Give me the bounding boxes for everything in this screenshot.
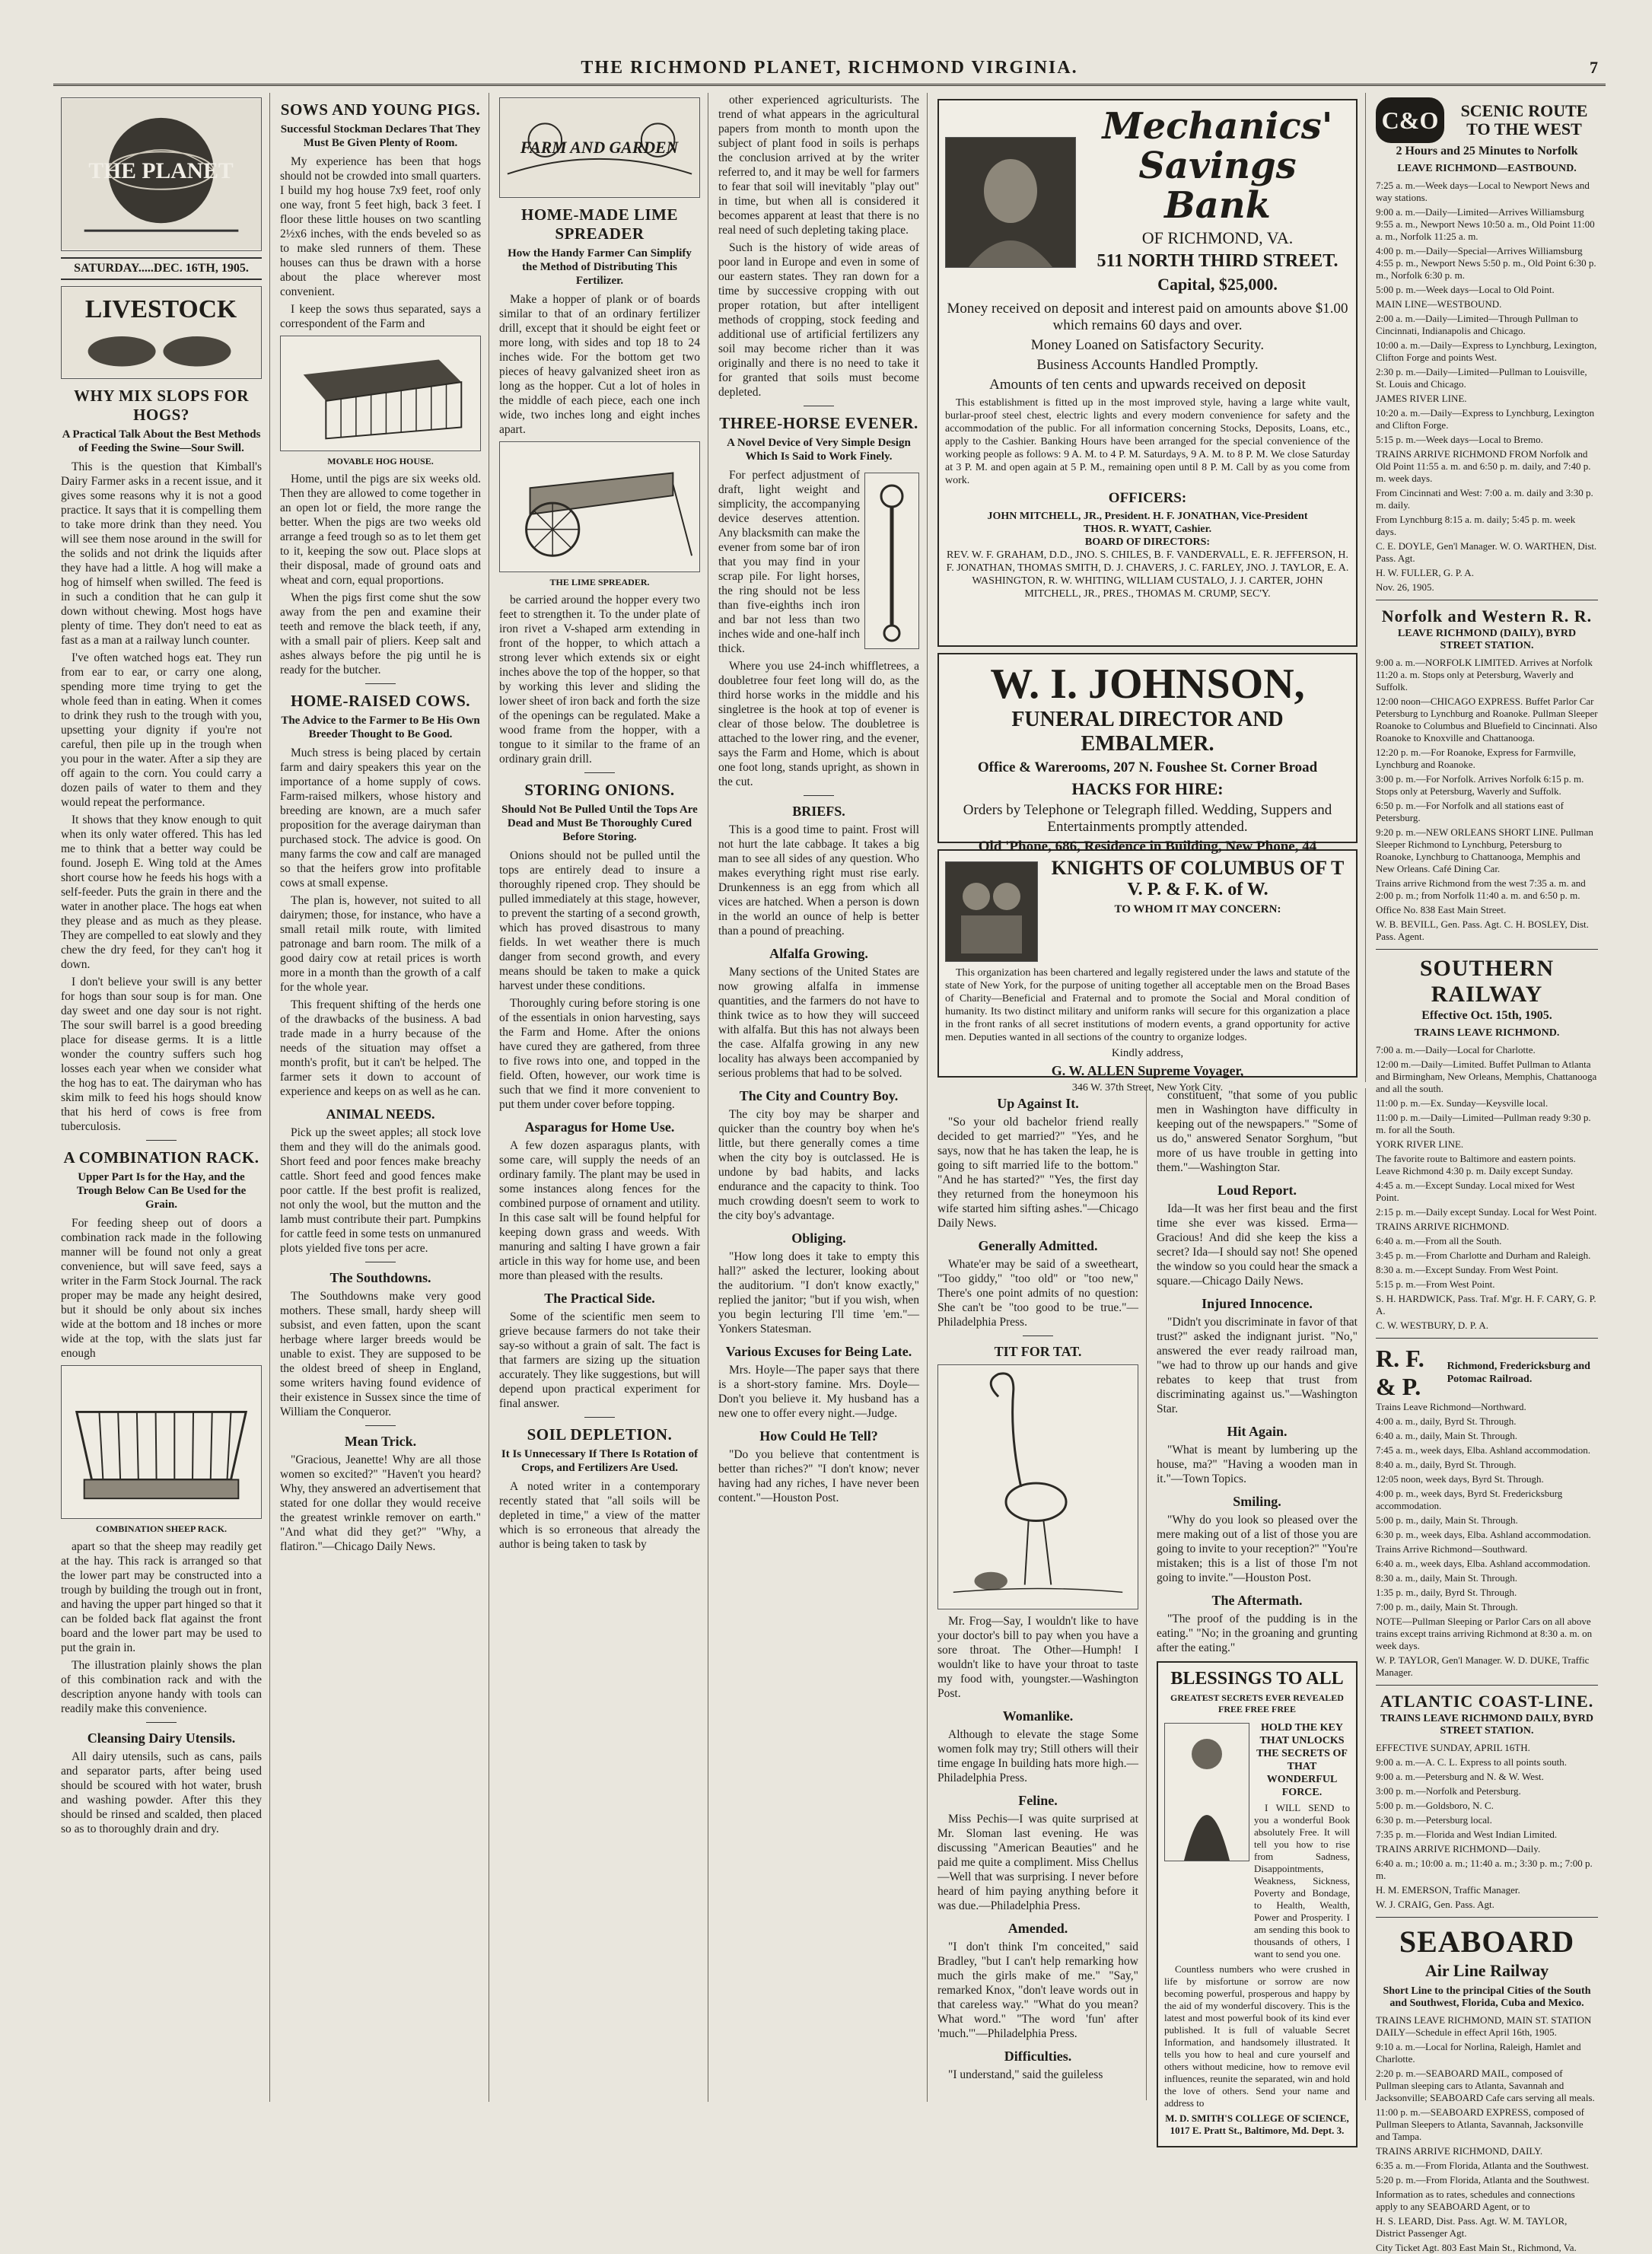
article-title: SOWS AND YOUNG PIGS. (280, 100, 481, 119)
timetable-entry: 11:00 p. m.—SEABOARD EXPRESS, composed of Pullman Sleepers to Atlanta, Savannah, Jacksonville and Tampa. (1376, 2106, 1584, 2142)
article-title: Hit Again. (1227, 1424, 1288, 1439)
article-paragraph: Although to elevate the stage Some women folk may try; Still others will their time engage In building hats more high.—Philadelphia Press. (937, 1728, 1138, 1784)
seaboard-timetable (1376, 2014, 1598, 2254)
article-paragraph: "I don't think I'm conceited," said Bradley, "but I can't help remarking how much the girls make of me." "Say," remarked Knox, "don't leave words out in that careless way." "What do you mean? What word." "The word 'fun' after 'much.'"—Philadelphia Press. (937, 1940, 1138, 2040)
timetable-entry: 2:00 a. m.—Daily—Limited—Through Pullman to Cincinnati, Indianapolis and Chicago. (1376, 313, 1578, 336)
knights-emblem-icon (946, 862, 1037, 961)
timetable-entry: W. P. TAYLOR, Gen'l Manager. W. D. DUKE, Traffic Manager. (1376, 1654, 1590, 1678)
article-paragraph: "Do you believe that contentment is better than riches?" "I don't know; never having had any riches, I have never been content."—Houston Post. (718, 1448, 919, 1504)
illustration-caption: MOVABLE HOG HOUSE. (327, 456, 434, 466)
evener-section (718, 468, 919, 659)
divider (365, 683, 396, 684)
timetable-entry: 7:35 p. m.—Florida and West Indian Limited. (1376, 1829, 1558, 1840)
timetable-entry: 6:30 p. m., week days, Elba. Ashland accommodation. (1376, 1529, 1591, 1540)
planet-logo (61, 97, 262, 251)
secrets-address: M. D. SMITH'S COLLEGE OF SCIENCE, 1017 E. Pratt St., Baltimore, Md. Dept. 3. (1165, 2112, 1349, 2136)
timetable-entry: 5:00 p. m.—Week days—Local to Old Point. (1376, 284, 1555, 295)
officers-line: THOS. R. WYATT, Cashier. (1083, 524, 1212, 535)
masthead (53, 53, 1606, 86)
timetable-entry: 11:00 p. m.—Daily—Limited—Pullman ready 9:30 p. m. for all the South. (1376, 1112, 1591, 1135)
acl-timetable (1376, 1742, 1598, 1911)
timetable-entry: 7:45 a. m., week days, Elba. Ashland accommodation. (1376, 1444, 1590, 1456)
johnson-address: Office & Warerooms, 207 N. Foushee St. Corner Broad (977, 759, 1318, 775)
co-sub: 2 Hours and 25 Minutes to Norfolk (1396, 145, 1578, 158)
bank-fine-print: This establishment is fitted up in the most improved style, having a large white vault, burlar-proof steel chest, electric lights and every modern convenience for safety and the accommodation of the public. For all information concerning Stocks, Deposits, Loans, etc., apply to the Cashier. Banking Hours have been arranged for the special convenience of the working people as follows: 9 A. M. to 4 P. M. Saturdays, 9 A. M. to 8 P. M. We close Saturday at 3 P. M. and open again at 5 P. M., remaining open until 8 P. M. Call by as you come from work. (945, 397, 1350, 486)
article-title: Asparagus for Home Use. (524, 1119, 675, 1135)
article-paragraph: Make a hopper of plank or of boards similar to that of an ordinary fertilizer drill, except that it should be eight feet or more long, with sides and top 18 to 24 inches wide. For the bottom get two pieces of heavy galvanized sheet iron as long as the hopper. Cut a lot of holes in the middle of each piece, each one inch wide, two inches long and eight inches apart. (499, 293, 700, 436)
knights-to: TO WHOM IT MAY CONCERN: (1114, 903, 1281, 915)
article-paragraph: This frequent shifting of the herds one of the drawbacks of the business. A bad trade made in a hurry because of the needs of the situation may offset a month's profit, but it can't be helped. The farmer sets it down to account of experience and keeps on as well as he can. (280, 998, 481, 1098)
sr-title: SOUTHERN RAILWAY (1419, 956, 1555, 1007)
article-paragraph: be carried around the hopper every two feet to strengthen it. To the under plate of iron rivet a V-shaped arm extending in front of the hopper, to which attach a strong lever which extends six or eight inches above the top of the hopper, so that by working this lever and sliding the lower sheet of iron back and forth the size of the openings can be regulated. Make a wood frame from the hopper, with a tongue to it similar to the frame of an ordinary grain drill. (499, 594, 700, 766)
johnson-hacks: HACKS FOR HIRE: (1071, 779, 1224, 798)
farm-garden-icon (500, 98, 699, 197)
sheep-rack-icon (62, 1366, 261, 1518)
timetable-entry: 9:10 a. m.—Local for Norlina, Raleigh, Hamlet and Charlotte. (1376, 2041, 1581, 2065)
johnson-phone: Old 'Phone, 686, Residence in Building, New Phone, 44 (978, 839, 1317, 855)
svg-text:FARM AND GARDEN: FARM AND GARDEN (520, 138, 679, 157)
divider (146, 1140, 177, 1141)
article-paragraph: apart so that the sheep may readily get at the hay. This rack is arranged so that the lower part may be constructed into a trough by building the trough out in front, and having the upper part hinged so that it can be folded back flat against the front board and the lower part may be used to put the grain in. (61, 1540, 262, 1654)
article-paragraph: The Southdowns make very good mothers. These small, hardy sheep will subsist, and even fatten, upon the scant herbage where larger breeds would be unable to exist. They are supposed to be the oldest breed of sheep in England, some writers having found evidence of their existence in Sussex since the time of William the Conqueror. (280, 1290, 481, 1418)
article-deck: Should Not Be Pulled Until the Tops Are Dead and Must Be Thoroughly Cured Before Storing. (501, 804, 698, 843)
page-number: 7 (1590, 58, 1598, 77)
article-paragraph: "I understand," said the guileless (948, 2068, 1103, 2081)
cartoon-caption: Mr. Frog—Say, I wouldn't like to have your doctor's bill to pay when you have a sore throat. The Other—Humph! I wouldn't like to have your throat to taste my food with, youngster.—Washington Post. (937, 1615, 1138, 1700)
timetable-entry: NOTE—Pullman Sleeping or Parlor Cars on all above trains except trains arriving Richmond at 8:30 a. m. on week days. (1376, 1616, 1593, 1651)
officers-title: OFFICERS: (1108, 490, 1187, 506)
article-paragraph: Miss Pechis—I was quite surprised at Mr. Sloman last evening. He was discussing "American Beauties" and he paid me quite a compliment. Miss Chellus—Well that was surprising. I never before heard of him paying anything before it was due.—Philadelphia Press. (937, 1813, 1138, 1912)
article-title: Difficulties. (1004, 2049, 1072, 2064)
timetable-entry: The favorite route to Baltimore and eastern points. Leave Richmond 4:30 p. m. Daily except Sunday. (1376, 1153, 1576, 1176)
article-paragraph: Many sections of the United States are now growing alfalfa in immense quantities, and the farmers do not have to think twice as to how they will succeed with alfalfa. But this has not always been the case. Alfalfa growing in any new locality has always been accompanied by serious problems that had to be solved. (718, 966, 919, 1080)
acl-sub: TRAINS LEAVE RICHMOND DAILY, BYRD STREET STATION. (1380, 1713, 1593, 1737)
article-paragraph: All dairy utensils, such as cans, pails and separator parts, after being used should be scoured with hot water, brush and washing powder. After this they should be rinsed and scalded, then placed so as to thoroughly drain and dry. (61, 1750, 262, 1835)
timetable-entry: TRAINS ARRIVE RICHMOND FROM Norfolk and Old Point 11:55 a. m. and 6:50 p. m. daily, and 7:40 p. m. week days. (1376, 448, 1591, 484)
timetable-entry: 12:00 noon—CHICAGO EXPRESS. Buffet Parlor Car Petersburg to Lynchburg and Roanoke. Pullman Sleeper Roanoke to Columbus and Bluefield to Cincinnati. Also Roanoke to Knoxville and Chattanooga. (1376, 696, 1598, 743)
lime-spreader-icon (500, 442, 699, 571)
bank-line: Business Accounts Handled Promptly. (1036, 357, 1259, 373)
timetable-entry: 8:40 a. m., daily, Byrd St. Through. (1376, 1459, 1517, 1470)
article-paragraph: Whate'er may be said of a sweetheart, "Too giddy," "too old" or "too new," There's one point admits of no question: She can't be "too good to be true."—Philadelphia Press. (937, 1258, 1138, 1329)
article-paragraph: My experience has been that hogs should not be crowded into small quarters. I build my hog house 7x9 feet, roof only one way, front 5 feet high, back 3 feet. I floor these little houses on two scantling 2½x6 inches, with the ends beveled so as to make sled runners of them. These houses can thus be drawn with a horse about the place wherever most convenient. (280, 155, 481, 298)
timetable-entry: 7:25 a. m.—Week days—Local to Newport News and way stations. (1376, 180, 1590, 203)
article-paragraph: A few dozen asparagus plants, with some care, will supply the needs of an ordinary family. The plant may be used in some instances along fences for the combined purpose of ornament and utility. In this case salt will be found helpful for keeping down grass and weeds. With manuring and salting I have grown a fair article in this way for home use, and been more than pleased with the results. (499, 1139, 700, 1282)
article-paragraph: "What is meant by lumbering up the house, ma?" "Having a wooden man in it."—Town Topics. (1157, 1444, 1358, 1485)
co-logo-icon: C&O (1376, 97, 1444, 143)
newspaper-page (53, 53, 1606, 2253)
timetable-entry: TRAINS LEAVE RICHMOND, MAIN ST. STATION DAILY—Schedule in effect April 16th, 1905. (1376, 2014, 1592, 2038)
secrets-paragraph: Countless numbers who were crushed in life by misfortune or sorrow are now becoming powerful, prosperous and happy by the aid of my wonderful discovery. This is the latest and most powerful book of its kind ever published. It is full of valuable Secret Information, and handsomely illustrated. It tells you how to heal and cure yourself and others without medicine, how to remove evil influences, reunite the separated, win and hold the love of others. Send your name and address to (1164, 1963, 1350, 2109)
article-title: A COMBINATION RACK. (63, 1148, 259, 1167)
date-line: SATURDAY.....DEC. 16TH, 1905. (61, 257, 262, 280)
secrets-sub: GREATEST SECRETS EVER REVEALED FREE FREE FREE (1170, 1692, 1344, 1714)
secrets-advertisement (1157, 1661, 1358, 2147)
divider (1376, 1338, 1598, 1339)
column-2 (272, 93, 489, 2102)
article-deck: A Novel Device of Very Simple Design Which Is Said to Work Finely. (727, 437, 911, 463)
timetable-entry: 10:20 a. m.—Daily—Express to Lynchburg, Lexington and Clifton Forge. (1376, 407, 1595, 431)
article-title: THREE-HORSE EVENER. (719, 414, 918, 432)
article-title: The City and Country Boy. (739, 1088, 899, 1103)
article-deck: Upper Part Is for the Hay, and the Trough Below Can Be Used for the Grain. (76, 1171, 247, 1211)
bank-capital: Capital, $25,000. (1157, 275, 1278, 294)
secrets-banner: HOLD THE KEY THAT UNLOCKS THE SECRETS OF THAT WONDERFUL FORCE. (1256, 1722, 1348, 1798)
flamingo-frog-icon (938, 1365, 1138, 1609)
article-title: SOIL DEPLETION. (527, 1425, 673, 1444)
article-title: Feline. (1018, 1793, 1058, 1808)
article-paragraph: Such is the history of wide areas of poor land in Europe and even in some of our eastern states. They ran down for a time by successive cropping with out proper rotation, but after intelligent methods of cropping, stock feeding and additional use of artificial fertilizers any soil may become richer than it was originally and there is no need to take it for granted that soils must become depleted. (718, 241, 919, 399)
divider (1376, 1685, 1598, 1686)
bank-location: OF RICHMOND, VA. (1141, 228, 1294, 247)
flamingo-cartoon (937, 1364, 1138, 1609)
article-title: Amended. (1007, 1921, 1068, 1936)
article-paragraph: "Gracious, Jeanette! Why are all those women so excited?" "Haven't you heard? Why, they answered an advertisement that stated for one dollar they would receive the greatest wrinkle remover on earth." "And what did they get?" "Why, a flatiron."—Chicago Daily News. (280, 1453, 481, 1553)
timetable-entry: MAIN LINE—WESTBOUND. (1376, 298, 1502, 310)
rfp-title: R. F. & P. (1376, 1345, 1424, 1400)
article-paragraph: Where you use 24-inch whiffletrees, a doubletree four feet long will do, as the third horse works in the middle and his singletree is the hook at top of evener is clear of those below. The doubletree is attached to the lower ring, and the evener, says the Farm and Home, which is about one foot long, stands upright, as shown in the cut. (718, 660, 919, 788)
timetable-entry: Trains Arrive Richmond—Southward. (1376, 1543, 1528, 1555)
article-paragraph: For perfect adjustment of draft, light weight and simplicity, the accompanying device deserves attention. Any blacksmith can make the evener from some bar of iron that you may find in your scrap pile. For light horses, the ring should not be less than five-eighths inch iron and bar not less than two inches wide and one-half inch thick. (718, 469, 860, 655)
sr-leave: TRAINS LEAVE RICHMOND. (1414, 1027, 1560, 1039)
logo-text: THE PLANET (88, 158, 234, 183)
bank-line: Amounts of ten cents and upwards received on deposit (989, 377, 1306, 393)
article-deck: It Is Unnecessary If There Is Rotation of Crops, and Fertilizers Are Used. (501, 1448, 699, 1474)
co-leave: LEAVE RICHMOND—EASTBOUND. (1397, 163, 1577, 174)
timetable-entry: 3:00 p. m.—Norfolk and Petersburg. (1376, 1785, 1521, 1797)
timetable-entry: 9:00 a. m.—NORFOLK LIMITED. Arrives at Norfolk 11:20 a. m. Stops only at Petersburg, Waverly and Suffolk. (1376, 657, 1593, 692)
johnson-orders: Orders by Telephone or Telegraph filled. Wedding, Suppers and Entertainments promptly attended. (963, 802, 1332, 835)
evener-illustration (864, 473, 919, 649)
knights-signer: G. W. ALLEN Supreme Voyager, (1051, 1063, 1244, 1078)
bank-address: 511 NORTH THIRD STREET. (1097, 251, 1338, 271)
article-paragraph: I don't believe your swill is any better for hogs than sour soup is for man. One day sweet and one day sour is not right. The sour swill barrel is a good breeding place for disease germs. It is a little wonder the country suffers such hog losses each year when we consider what the hog has to eat. The dairyman who has skim milk to feed his hogs should know that his herd of cows is free from tuberculosis. (61, 976, 262, 1133)
globe-icon (62, 98, 261, 250)
timetable-entry: 7:00 a. m.—Daily—Local for Charlotte. (1376, 1044, 1536, 1055)
timetable-entry: TRAINS ARRIVE RICHMOND—Daily. (1376, 1843, 1541, 1854)
timetable-entry: From Lynchburg 8:15 a. m. daily; 5:45 p. m. week days. (1376, 514, 1576, 537)
article-paragraph: "Didn't you discriminate in favor of that trust?" asked the indignant jurist. "No," answered the ever ready railroad man, "we had to throw up our hands and give rebates to keep that trust from discriminating against us."—Washington Star. (1157, 1316, 1358, 1415)
timetable-entry: 5:00 p. m., daily, Main St. Through. (1376, 1514, 1518, 1526)
timetable-entry: 9:20 p. m.—NEW ORLEANS SHORT LINE. Pullman Sleeper Richmond to Lynchburg, Petersburg to Roanoke, Lynchburg to Chattanooga, Memphis and New Orleans. Café Dining Car. (1376, 826, 1593, 874)
timetable-entry: 9:00 a. m.—Petersburg and N. & W. West. (1376, 1771, 1544, 1782)
hog-house-illustration (280, 336, 481, 451)
timetable-entry: 8:30 a. m., daily, Main St. Through. (1376, 1572, 1517, 1584)
timetable-entry: YORK RIVER LINE. (1376, 1138, 1464, 1150)
secrets-woman-illustration (1164, 1723, 1249, 1861)
article-title: Womanlike. (1002, 1708, 1074, 1724)
timetable-entry: W. J. CRAIG, Gen. Pass. Agt. (1376, 1899, 1494, 1910)
directors-list: REV. W. F. GRAHAM, D.D., JNO. S. CHILES, B. F. VANDERVALL, E. R. JEFFERSON, H. F. JONATHAN, THOMAS SMITH, D. J. CHAVERS, J. C. FARLEY, JNO. J. TAYLOR, E. A. WASHINGTON, R. W. WHITING, WILLIAM CUSTALO, J. J. CARTER, JOHN MITCHELL, JR., PRES., THOMAS M. CRUMP, SEC'Y. (946, 549, 1349, 600)
article-paragraph: "Why do you look so pleased over the mere making out of a list of those you are going to invite to your reception?" "You're mistaken; this is a list of those I'm not going to invite."—Houston Post. (1157, 1514, 1358, 1584)
article-title: Smiling. (1233, 1494, 1281, 1509)
illustration-caption: THE LIME SPREADER. (549, 577, 650, 587)
divider (584, 772, 615, 773)
timetable-entry: 2:30 p. m.—Daily—Limited—Pullman to Louisville, St. Louis and Chicago. (1376, 366, 1587, 390)
article-title: HOME-MADE LIME SPREADER (521, 205, 678, 243)
bank-portrait (945, 137, 1076, 268)
timetable-entry: H. S. LEARD, Dist. Pass. Agt. W. M. TAYLOR, District Passenger Agt. (1376, 2215, 1568, 2239)
article-paragraph: Ida—It was her first beau and the first time she ever was kissed. Erma—Gracious! And did she keep the kiss a secret? Ida—I should say not! She opened the window so you could hear the smack a square.—Chicago Daily News. (1157, 1202, 1358, 1288)
article-title: Injured Innocence. (1202, 1296, 1313, 1311)
sheep-rack-illustration (61, 1365, 262, 1519)
article-paragraph: Pick up the sweet apples; all stock love them and they will do the animals good. Short feed and poor fences make breachy cattle. Short feed and good fences make poor cattle. If the best profit is realized, not only the wool, but the mutton and the lamb must contribute their part. Pumpkins for cattle feed in some tests on unmanured plots yielded five tons per acre. (280, 1126, 481, 1255)
timetable-entry: H. M. EMERSON, Traffic Manager. (1376, 1884, 1520, 1896)
timetable-entry: 1:35 p. m., daily, Byrd St. Through. (1376, 1587, 1517, 1598)
column-1 (53, 93, 270, 2102)
article-paragraph: I've often watched hogs eat. They run from ear to ear, or carry one along, spending more time trying to get the whole feed than in eating. When it comes to drink they rush to the trough with you, upsetting your dignity if you're not careful, then pile up in the trough when you pour in the water. After a sip they are off again to the corn. You could carry a dozen pails of water to them and they would repeat the performance. (61, 651, 262, 809)
timetable-entry: 4:00 p. m., week days, Byrd St. Fredericksburg accommodation. (1376, 1488, 1563, 1511)
timetable-entry: Trains arrive Richmond from the west 7:35 a. m. and 2:00 p. m.; from Norfolk 11:40 a. m. and 6:50 p. m. (1376, 877, 1586, 901)
knights-emblem (945, 861, 1038, 962)
article-paragraph: It shows that they know enough to quit when its only water offered. This has led me to think that a better way could be found. Joseph E. Wing told at the Ames short course how he feeds his hogs with a self-feeder. Puts the grain in there and the water in another place. The hogs eat when they please and as much as they please. They are compelled to eat slowly and they chew the dry feed, for they can't hog it down. (61, 813, 262, 971)
article-title: ANIMAL NEEDS. (326, 1106, 435, 1122)
knights-advertisement (937, 849, 1358, 1094)
article-deck: The Advice to the Farmer to Be His Own Breeder Thought to Be Good. (281, 715, 480, 740)
article-paragraph: I keep the sows thus separated, says a correspondent of the Farm and (280, 303, 481, 330)
timetable-entry: 10:00 a. m.—Daily—Express to Lynchburg, Lexington, Clifton Forge and points West. (1376, 339, 1597, 363)
column-5-bottom (930, 1088, 1147, 2100)
portrait-icon (946, 138, 1075, 267)
article-paragraph: For feeding sheep out of doors a combination rack made in the following manner will be found not only a great convenience, but will save feed, says a writer in the Farm Stock Journal. The rack proper may be made any height desired, but it should be only about six inches wide at the bottom and 18 inches or more wide at the top, with the slats just far enough (61, 1217, 262, 1360)
article-title: The Aftermath. (1211, 1593, 1303, 1608)
knights-subtitle: V. P. & F. K. of W. (1127, 880, 1268, 899)
timetable-entry: 2:20 p. m.—SEABOARD MAIL, composed of Pullman sleeping cars to Atlanta, Savannah and Jacksonville; SEABOARD Cafe cars serving all meals. (1376, 2068, 1595, 2103)
divider (1376, 949, 1598, 950)
timetable-entry: 4:00 p. m.—Daily—Special—Arrives Williamsburg 4:55 p. m., Newport News 5:50 p. m., Old Point 6:30 p. m., Norfolk 6:30 p. m. (1376, 245, 1596, 281)
divider (146, 1722, 177, 1723)
column-3 (492, 93, 708, 2102)
article-deck: A Practical Talk About the Best Methods of Feeding the Swine—Sour Swill. (62, 428, 261, 454)
lime-spreader-illustration (499, 441, 700, 572)
timetable-entry: TRAINS ARRIVE RICHMOND, DAILY. (1376, 2145, 1543, 2157)
nw-title: Norfolk and Western R. R. (1381, 606, 1593, 626)
divider (365, 1425, 396, 1426)
article-title: Mean Trick. (344, 1434, 417, 1449)
timetable-entry: EFFECTIVE SUNDAY, APRIL 16TH. (1376, 1742, 1530, 1753)
sr-sub: Effective Oct. 15th, 1905. (1421, 1009, 1552, 1022)
article-paragraph: The illustration plainly shows the plan of this combination rack and with the description anyone handy with tools can readily make this convenience. (61, 1659, 262, 1715)
livestock-pigs-icon (62, 287, 261, 378)
directors-title: BOARD OF DIRECTORS: (1084, 536, 1211, 548)
article-title: Loud Report. (1217, 1183, 1297, 1198)
bank-line: Money Loaned on Satisfactory Security. (1030, 337, 1265, 353)
knights-title: KNIGHTS OF COLUMBUS OF T (1051, 857, 1345, 879)
divider (804, 795, 834, 796)
article-paragraph: Home, until the pigs are six weeks old. Then they are allowed to come together in an open lot or field, the more range the better. When the pigs are two weeks old arrange a feed trough so as to let them get to it, keeping the sow out. Place slops at their disposal, made of ground oats and wheat and corn, equal proportions. (280, 473, 481, 587)
timetable-entry: C. W. WESTBURY, D. P. A. (1376, 1320, 1488, 1331)
article-paragraph: A noted writer in a contemporary recently stated that "all soils will be depleted in time," a view of the matter which is so erroneous that already the author is being taken to task by (499, 1480, 700, 1551)
timetable-entry: 5:00 p. m.—Goldsboro, N. C. (1376, 1800, 1494, 1811)
farm-garden-banner (499, 97, 700, 198)
johnson-advertisement (937, 653, 1358, 855)
co-title: SCENIC ROUTE TO THE WEST (1460, 101, 1588, 138)
timetable-entry: 3:45 p. m.—From Charlotte and Durham and Raleigh. (1376, 1250, 1591, 1261)
timetable-entry: H. W. FULLER, G. P. A. (1376, 567, 1474, 578)
timetable-entry: City Ticket Agt. 803 East Main St., Richmond, Va. (1376, 2242, 1577, 2253)
article-paragraph: Thoroughly curing before storing is one of the essentials in onion harvesting, says the Farm and Home. After the onions have cured they are gathered, from three to five rows into one, and topped in the field. Often, however, our work time is such that we find it more convenient to put them under cover before topping. (499, 997, 700, 1111)
article-paragraph: other experienced agriculturists. The trend of what appears in the agricultural papers from month to month upon the subject of plant food in soils is perhaps the conclusion arrived at by the writer referred to, and it may be well for farmers to fear that soil will inevitably "play out" in time, but when all is considered it becomes apparent at least that there is no real need of such depleting taking place. (718, 94, 919, 237)
timetable-entry: 5:15 p. m.—From West Point. (1376, 1278, 1495, 1290)
article-title: BRIEFS. (792, 804, 845, 819)
timetable-entry: Information as to rates, schedules and connections apply to any SEABOARD Agent, or to (1376, 2189, 1575, 2212)
article-title: Generally Admitted. (978, 1238, 1098, 1253)
svg-text:LIVESTOCK: LIVESTOCK (84, 295, 237, 324)
illustration-caption: COMBINATION SHEEP RACK. (95, 1523, 228, 1534)
article-paragraph: When the pigs first come shut the sow away from the pen and examine their teeth and remove the black teeth, if any, with a small pair of pliers. Keep salt and ashes always before the pig until he is ready for the butcher. (280, 591, 481, 677)
timetable-entry: Nov. 26, 1905. (1376, 581, 1434, 593)
timetable-entry: S. H. HARDWICK, Pass. Traf. M'gr. H. F. CARY, G. P. A. (1376, 1293, 1596, 1316)
article-paragraph: "How long does it take to empty this hall?" asked the lecturer, looking about the auditorium. "I don't know exactly," replied the janitor; "but if you wish, when you begin lecturing I'll time 'em."—Yonkers Statesman. (718, 1250, 919, 1336)
article-title: WHY MIX SLOPS FOR HOGS? (74, 387, 249, 424)
sr-timetable (1376, 1044, 1598, 1332)
timetable-entry: 7:00 p. m., daily, Main St. Through. (1376, 1601, 1518, 1613)
article-title: Up Against It. (997, 1096, 1079, 1111)
timetable-entry: 6:40 a. m., week days, Elba. Ashland accommodation. (1376, 1558, 1590, 1569)
timetable-entry: From Cincinnati and West: 7:00 a. m. daily and 3:30 p. m. daily. (1376, 487, 1593, 511)
knights-body: This organization has been chartered and legally registered under the laws and statute of the state of New York, for the purpose of uniting together all acceptable men on the Broad Bases of Charity—Beneficial and Fraternal and to promote the Social and Moral condition of humanity. Its two distinct military and uniform ranks will secure for this organization a place in the front ranks of all secret institutions of modern events, a grand opportunity for active men. Deputies wanted in all sections of the country to organize lodges. (945, 967, 1350, 1043)
article-paragraph: The city boy may be sharper and quicker than the country boy when he's little, but there generally comes a time when the city boy is outclassed. He is undone by bad habits, and lacks endurance and the capacity to think. Too much crowding doesn't seem to work to the city boy's advantage. (718, 1108, 919, 1222)
ads-region (930, 93, 1366, 1094)
timetable-entry: 9:00 a. m.—A. C. L. Express to all points south. (1376, 1756, 1567, 1768)
timetable-entry: 6:40 a. m.—From all the South. (1376, 1235, 1502, 1246)
article-title: STORING ONIONS. (524, 781, 675, 799)
timetable-entry: 6:50 p. m.—For Norfolk and all stations east of Petersburg. (1376, 800, 1564, 823)
knights-signer-address: 346 W. 37th Street, New York City. (1071, 1082, 1224, 1094)
timetable-entry: 3:00 p. m.—For Norfolk. Arrives Norfolk 6:15 p. m. Stops only at Petersburg, Waverly and Suffolk. (1376, 773, 1584, 797)
bank-line: Money received on deposit and interest paid on amounts above $1.00 which remains 60 days and over. (947, 301, 1348, 333)
article-title: How Could He Tell? (759, 1428, 878, 1444)
timetable-entry: 6:40 a. m., daily, Main St. Through. (1376, 1430, 1517, 1441)
timetable-entry: 6:35 a. m.—From Florida, Atlanta and the Southwest. (1376, 2160, 1589, 2171)
article-paragraph: The plan is, however, not suited to all dairymen; those, for instance, who have a small retail milk route, with limited patronage and barn room. The milk of a good dairy cow at retail prices is worth more in a month than the growth of a calf for the whole year. (280, 894, 481, 994)
article-paragraph: constituent, "that some of you public men in Washington have difficulty in keeping out of the newspapers." "Some of us do," answered Senator Sorghum, "but more of us have trouble in getting into them."—Washington Star. (1157, 1089, 1358, 1174)
article-deck: How the Handy Farmer Can Simplify the Method of Distributing This Fertilizer. (508, 247, 692, 287)
article-title: Various Excuses for Being Late. (725, 1344, 912, 1359)
timetable-entry: JAMES RIVER LINE. (1376, 393, 1467, 404)
article-paragraph: Mrs. Hoyle—The paper says that there is a short-story famine. Mrs. Doyle—Don't you believe it. My husband has a new one to offer every night.—Judge. (718, 1364, 919, 1420)
cartoon-title: TIT FOR TAT. (994, 1344, 1082, 1359)
article-title: Obliging. (791, 1230, 846, 1246)
article-paragraph: This is the question that Kimball's Dairy Farmer asks in a recent issue, and it gives some reasons why it is not a good practice. It says that it is compelling them to take more drink than they need. You will see them nose around in the swill for the solids and not drink the liquids after they have had a little. A hog will make a hog of himself when swilled. The feed is in such a condition that he can gulp it down without chewing. Most hogs have plenty of time. They don't need to eat as fast as a man at a railway lunch counter. (61, 460, 262, 647)
seaboard-sub: Air Line Railway (1424, 1961, 1549, 1980)
article-title: Alfalfa Growing. (769, 946, 868, 961)
seaboard-title: SEABOARD (1399, 1924, 1575, 1959)
secrets-title: BLESSINGS TO ALL (1170, 1669, 1344, 1689)
article-paragraph: "So your old bachelor friend really decided to get married?" "Yes, and he says, now that he has taken the leap, he is going to sift married life to the bottom." "And he has started?" "Yes, the first day they returned from the honeymoon his wife started him sifting ashes."—Chicago Daily News. (937, 1116, 1138, 1230)
bank-name-line2: Savings Bank (1138, 145, 1297, 227)
article-paragraph: Onions should not be pulled until the tops are entirely dead to insure a thoroughly ripened crop. They should be pulled immediately at this stage, however, to prevent the starting of a second growth, which has proved disastrous to many fields. In wet weather there is much danger from second growth, and every means should be taken to make a quick harvest under these conditions. (499, 849, 700, 992)
timetable-entry: C. E. DOYLE, Gen'l Manager. W. O. WARTHEN, Dist. Pass. Agt. (1376, 540, 1597, 564)
article-paragraph: "The proof of the pudding is in the eating." "No; in the groaning and grunting after the eating." (1157, 1613, 1358, 1654)
rfp-timetable (1376, 1401, 1598, 1679)
timetable-entry: Trains Leave Richmond—Northward. (1376, 1401, 1526, 1412)
article-paragraph: Some of the scientific men seem to grieve because farmers do not take their say-so without a grain of salt. The fact is that farmers are sizing up the situation accurately. They like suggestions, but will depend upon practical experiment for final answer. (499, 1310, 700, 1410)
timetable-entry: 6:40 a. m.; 10:00 a. m.; 11:40 a. m.; 3:30 p. m.; 7:00 p. m. (1376, 1858, 1593, 1881)
divider (584, 1417, 615, 1418)
article-title: HOME-RAISED COWS. (290, 692, 471, 710)
timetable-entry: 12:00 m.—Daily—Limited. Buffet Pullman to Atlanta and Birmingham, New Orleans, Memphis, Chattanooga and all the south. (1376, 1059, 1597, 1094)
timetable-entry: 4:45 a. m.—Except Sunday. Local mixed for West Point. (1376, 1180, 1575, 1203)
secrets-paragraph: I WILL SEND to you a wonderful Book absolutely Free. It will tell you how to rise from Sadness, Disappointments, Weakness, Sickness, Poverty and Bondage, to Health, Wealth, Power and Prosperity. I am sending this book to thousands of others, I want to send you one. (1254, 1802, 1350, 1960)
timetable-entry: 12:05 noon, week days, Byrd St. Through. (1376, 1473, 1544, 1485)
timetable-entry: Office No. 838 East Main Street. (1376, 904, 1507, 915)
timetable-entry: 4:00 a. m., daily, Byrd St. Through. (1376, 1415, 1517, 1427)
article-paragraph: Much stress is being placed by certain farm and dairy speakers this year on the importance of a home supply of cows. Farm-raised milkers, whose history and breeding are known, are a much safer proposition for the average dairyman than purchased stock. The advice is good. On many farms the cow and calf are managed so that the heifers grow into profitable cows at small expense. (280, 747, 481, 890)
timetable-entry: 5:15 p. m.—Week days—Local to Bremo. (1376, 434, 1543, 445)
timetable-entry: TRAINS ARRIVE RICHMOND. (1376, 1221, 1510, 1232)
johnson-title: FUNERAL DIRECTOR AND EMBALMER. (1011, 708, 1284, 756)
key-icon (1165, 1724, 1249, 1861)
co-timetable (1376, 180, 1598, 594)
bank-advertisement (937, 99, 1358, 647)
acl-title: ATLANTIC COAST-LINE. (1380, 1692, 1594, 1711)
divider (1376, 1917, 1598, 1918)
masthead-title: THE RICHMOND PLANET, RICHMOND VIRGINIA. (581, 58, 1078, 78)
johnson-name: W. I. JOHNSON, (990, 661, 1305, 708)
nw-timetable (1376, 657, 1598, 943)
article-deck: Successful Stockman Declares That They Must Be Given Plenty of Room. (280, 123, 481, 149)
column-4 (711, 93, 928, 2102)
rfp-sub: Richmond, Fredericksburg and Potomac Railroad. (1447, 1361, 1590, 1385)
column-6-bottom (1149, 1088, 1366, 2136)
article-title: The Practical Side. (544, 1291, 655, 1306)
article-title: The Southdowns. (329, 1270, 431, 1285)
timetable-entry: 6:30 p. m.—Petersburg local. (1376, 1814, 1492, 1826)
nw-sub: LEAVE RICHMOND (DAILY), BYRD STREET STATION. (1397, 628, 1577, 651)
timetable-entry: 11:00 p. m.—Ex. Sunday—Keysville local. (1376, 1097, 1549, 1109)
column-7-timetables (1368, 93, 1606, 2253)
timetable-entry: 12:20 p. m.—For Roanoke, Express for Farmville, Lynchburg and Roanoke. (1376, 747, 1576, 770)
seaboard-deck: Short Line to the principal Cities of the South and Southwest, Florida, Cuba and Mexico. (1383, 1985, 1591, 2009)
timetable-entry: 8:30 a. m.—Except Sunday. From West Point. (1376, 1264, 1558, 1275)
knights-signoff: Kindly address, (1111, 1047, 1184, 1059)
article-title: Cleansing Dairy Utensils. (87, 1730, 236, 1746)
article-paragraph: This is a good time to paint. Frost will not hurt the late cabbage. It takes a big man to see all sides of any question. Who makes everything right must rise early. Drunkenness is an egg from which all vices are hatched. When a person is down in the world an ounce of help is better than a pound of preaching. (718, 823, 919, 938)
rfp-header (1376, 1345, 1598, 1401)
bank-name-line1: Mechanics' (1102, 105, 1333, 148)
co-header (1376, 97, 1598, 143)
timetable-entry: 2:15 p. m.—Daily except Sunday. Local for West Point. (1376, 1206, 1597, 1218)
officers-line: JOHN MITCHELL, JR., President. H. F. JONATHAN, Vice-President (987, 511, 1308, 522)
timetable-entry: 5:20 p. m.—From Florida, Atlanta and the Southwest. (1376, 2174, 1590, 2186)
timetable-entry: W. B. BEVILL, Gen. Pass. Agt. C. H. BOSLEY, Dist. Pass. Agent. (1376, 918, 1589, 942)
evener-icon (865, 473, 918, 648)
hog-house-icon (281, 336, 480, 450)
timetable-entry: 9:00 a. m.—Daily—Limited—Arrives Williamsburg 9:55 a. m., Newport News 10:50 a. m., Old Point 11:00 a. m., Norfolk 11:25 a. m. (1376, 206, 1595, 242)
livestock-banner (61, 286, 262, 379)
